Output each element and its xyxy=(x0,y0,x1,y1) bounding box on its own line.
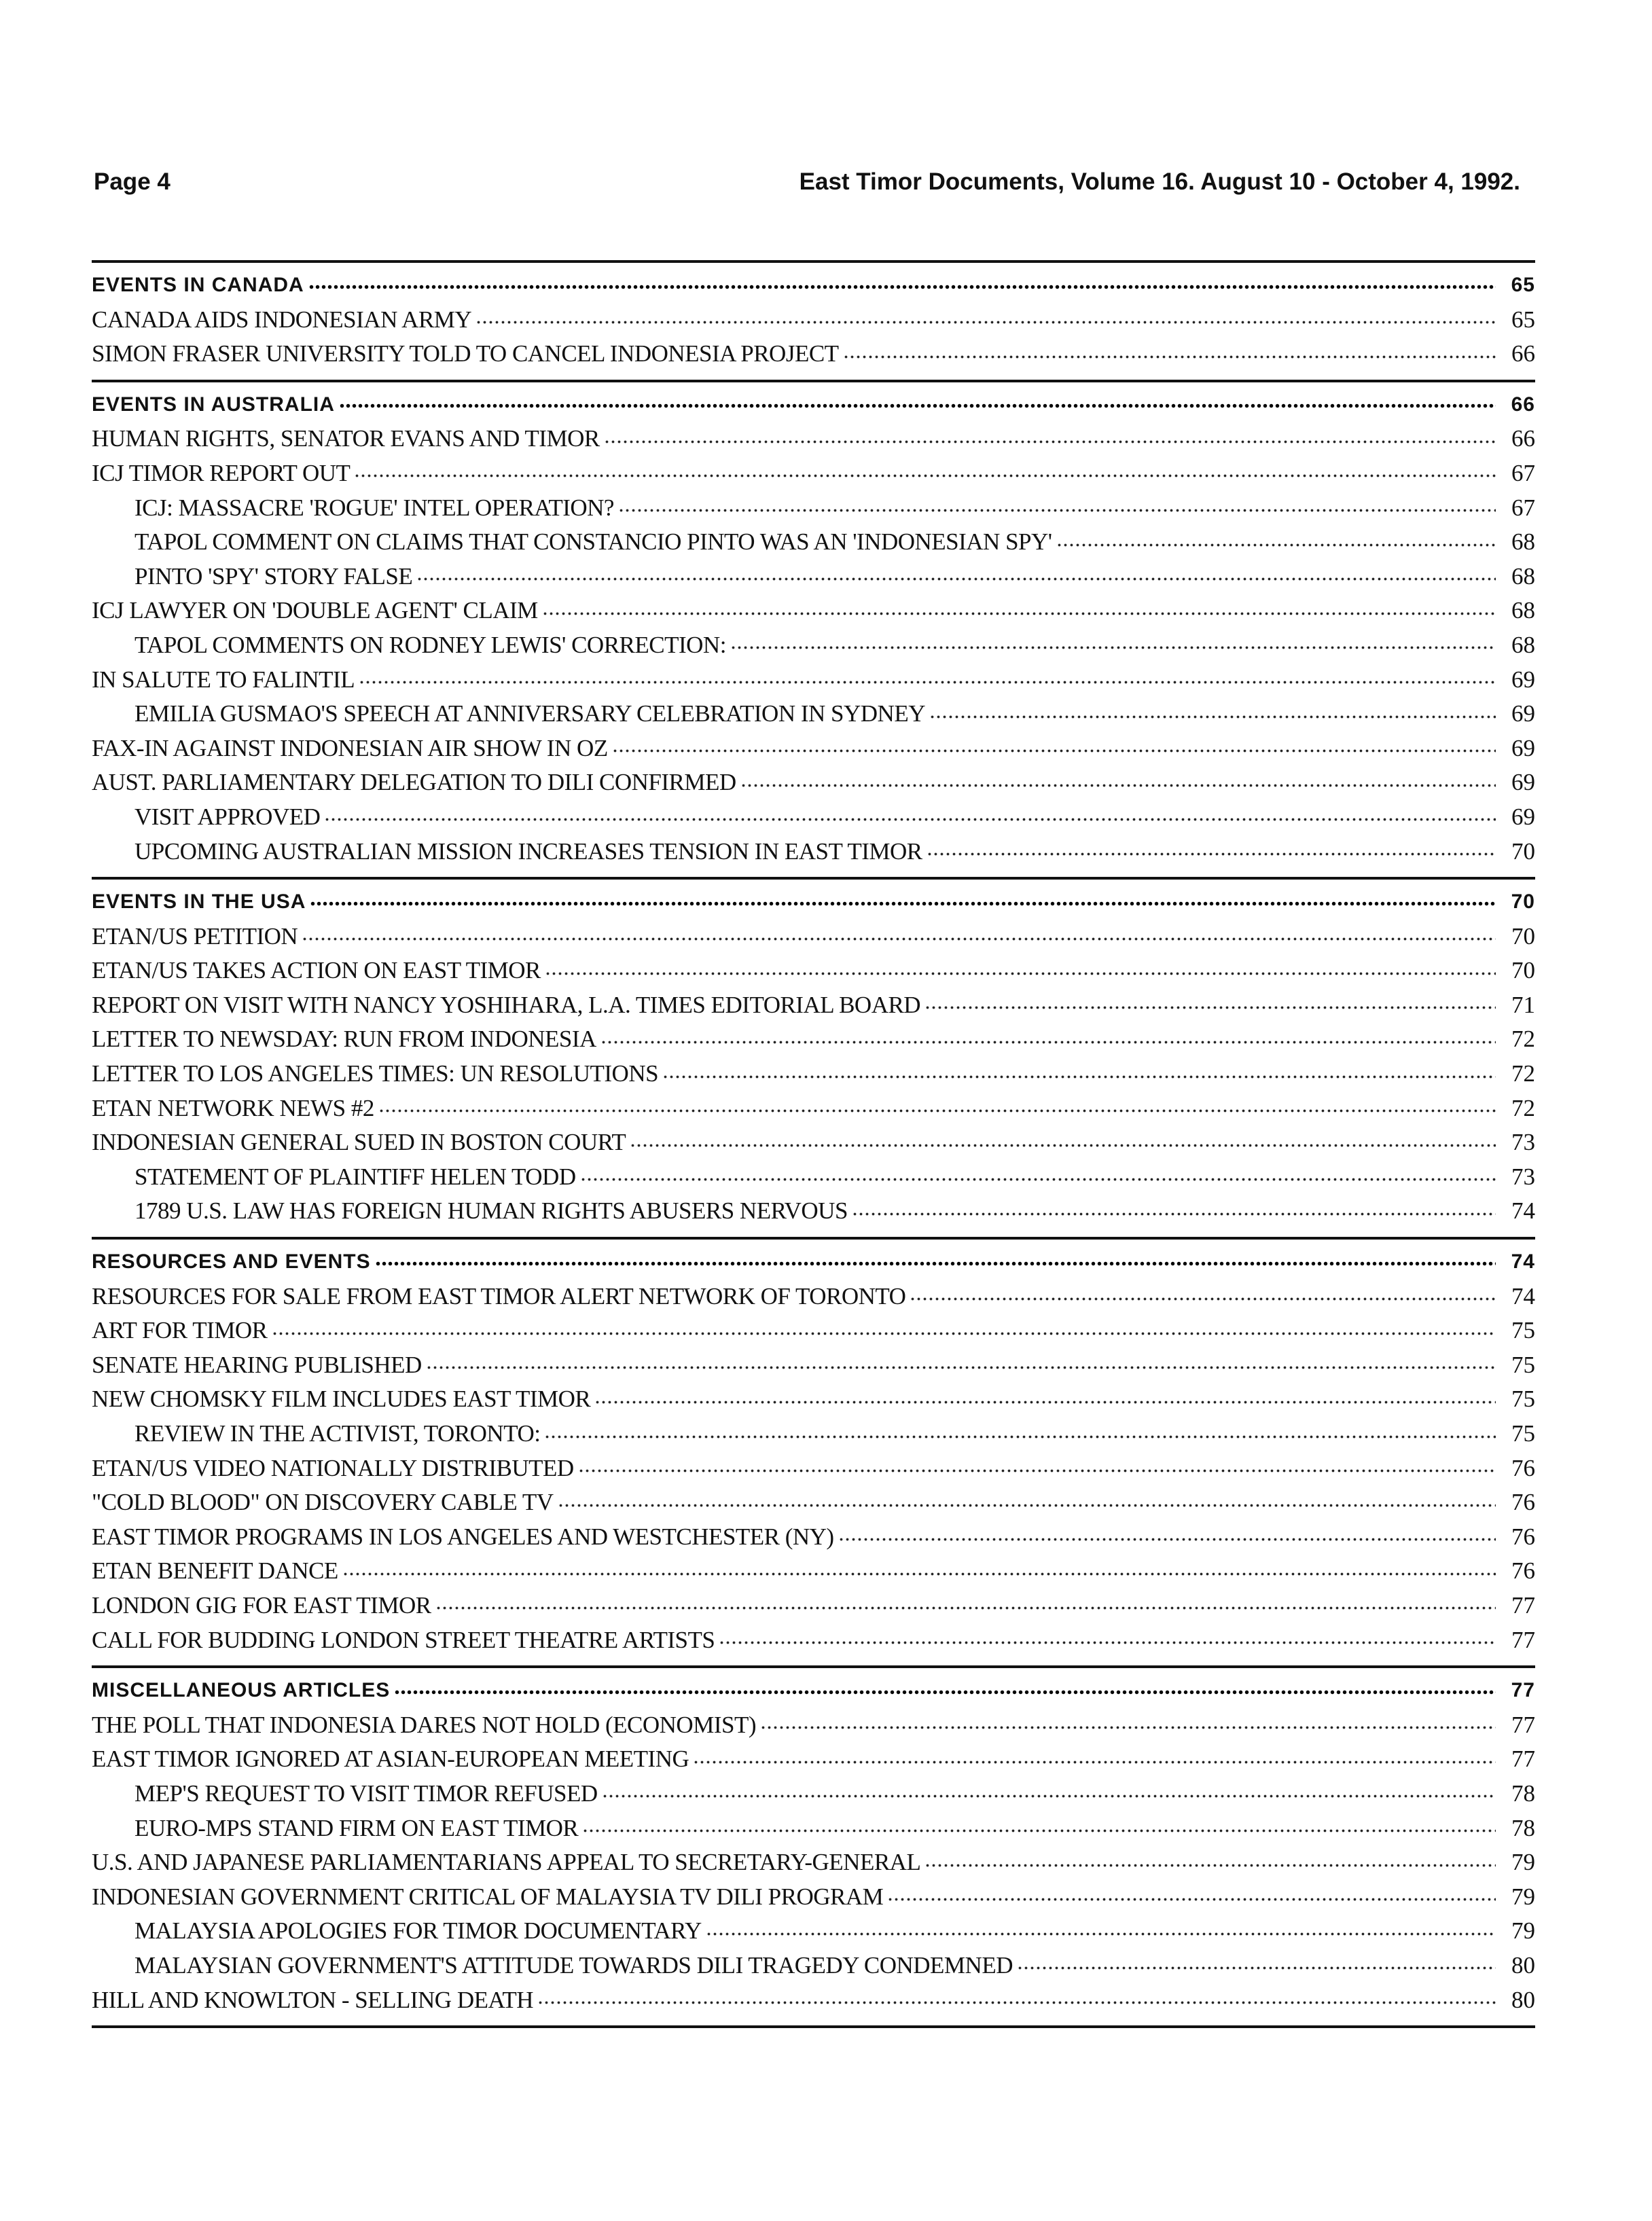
toc-entry-page: 68 xyxy=(1511,528,1535,556)
toc-entry xyxy=(92,525,1535,560)
toc-entry-page: 68 xyxy=(1511,631,1535,658)
section-heading-page: 70 xyxy=(1511,890,1535,914)
section-heading xyxy=(92,1245,1535,1280)
toc-entry-page: 71 xyxy=(1511,991,1535,1018)
toc-entry-page: 75 xyxy=(1511,1386,1535,1413)
toc-entry xyxy=(92,1554,1535,1589)
toc-entry xyxy=(92,1914,1535,1949)
dot-leader xyxy=(706,1930,1496,1937)
toc-entry-page: 69 xyxy=(1511,734,1535,761)
dot-leader xyxy=(578,1468,1496,1475)
toc-section xyxy=(92,877,1535,1237)
toc-entry xyxy=(92,1485,1535,1520)
dot-leader xyxy=(594,1398,1496,1405)
toc-entry-page: 76 xyxy=(1511,1557,1535,1585)
dot-leader xyxy=(929,713,1496,720)
toc-entry-title: ICJ: MASSACRE 'ROGUE' INTEL OPERATION? xyxy=(134,494,614,521)
toc-entry xyxy=(92,920,1535,954)
toc-entry xyxy=(92,560,1535,594)
toc-entry-title: LONDON GIG FOR EAST TIMOR xyxy=(92,1591,431,1619)
toc-entry xyxy=(92,697,1535,732)
toc-entry-page: 74 xyxy=(1511,1197,1535,1225)
section-heading-page: 65 xyxy=(1511,274,1535,296)
toc-entry-page: 72 xyxy=(1511,1094,1535,1121)
page-header xyxy=(94,168,1520,209)
dot-leader xyxy=(354,473,1496,480)
toc-entry-title: TAPOL COMMENTS ON RODNEY LEWIS' CORRECTION: xyxy=(134,631,726,658)
toc-entry-page: 66 xyxy=(1511,425,1535,452)
toc-entry-page: 66 xyxy=(1511,340,1535,367)
toc-entry-title: AUST. PARLIAMENTARY DELEGATION TO DILI CONFIRMED xyxy=(92,769,736,796)
toc-entry xyxy=(92,1623,1535,1658)
toc-entry-title: ETAN/US TAKES ACTION ON EAST TIMOR xyxy=(92,957,541,984)
toc-entry xyxy=(92,1777,1535,1811)
dot-leader xyxy=(618,507,1496,514)
toc-entry xyxy=(92,1280,1535,1314)
toc-entry-title: CANADA AIDS INDONESIAN ARMY xyxy=(92,306,472,333)
toc-entry-title: 1789 U.S. LAW HAS FOREIGN HUMAN RIGHTS ABUSERS NERVOUS xyxy=(134,1197,848,1225)
toc-entry xyxy=(92,1880,1535,1915)
toc-entry-page: 70 xyxy=(1511,837,1535,865)
toc-entry-title: LETTER TO LOS ANGELES TIMES: UN RESOLUTIONS xyxy=(92,1060,659,1087)
dot-leader xyxy=(612,748,1496,755)
toc-entry-title: SIMON FRASER UNIVERSITY TOLD TO CANCEL INDONESIA PROJECT xyxy=(92,340,839,367)
toc-entry xyxy=(92,1160,1535,1195)
dot-leader xyxy=(924,1862,1496,1868)
section-heading-page: 74 xyxy=(1511,1250,1535,1274)
dot-leader xyxy=(1056,541,1496,548)
toc-entry xyxy=(92,1091,1535,1126)
toc-entry-title: EMILIA GUSMAO'S SPEECH AT ANNIVERSARY CELEBRATION IN SYDNEY xyxy=(134,700,925,727)
dot-leader xyxy=(394,1689,1496,1695)
dot-leader xyxy=(359,679,1496,686)
section-heading-page: 77 xyxy=(1511,1679,1535,1702)
toc-entry-page: 77 xyxy=(1511,1626,1535,1653)
section-heading-page: 66 xyxy=(1511,393,1535,416)
dot-leader xyxy=(339,403,1496,410)
section-heading xyxy=(92,388,1535,422)
toc-entry-title: TAPOL COMMENT ON CLAIMS THAT CONSTANCIO PINTO WAS AN 'INDONESIAN SPY' xyxy=(134,528,1052,556)
toc-entry-title: EAST TIMOR PROGRAMS IN LOS ANGELES AND WESTCHESTER (NY) xyxy=(92,1523,834,1550)
toc-entry xyxy=(92,1451,1535,1486)
toc-entry-page: 79 xyxy=(1511,1917,1535,1945)
toc-entry-page: 78 xyxy=(1511,1814,1535,1841)
dot-leader xyxy=(604,438,1496,445)
dot-leader xyxy=(378,1108,1496,1115)
toc-entry-page: 79 xyxy=(1511,1849,1535,1876)
toc-entry xyxy=(92,491,1535,526)
toc-entry xyxy=(92,1811,1535,1846)
dot-leader xyxy=(342,1570,1496,1577)
toc-entry-page: 69 xyxy=(1511,666,1535,693)
toc-entry-title: ETAN/US VIDEO NATIONALLY DISTRIBUTED xyxy=(92,1454,574,1481)
dot-leader xyxy=(740,782,1496,789)
toc-entry-title: REPORT ON VISIT WITH NANCY YOSHIHARA, L.A. TIMES EDITORIAL BOARD xyxy=(92,991,921,1018)
dot-leader xyxy=(302,936,1496,943)
toc-entry xyxy=(92,1742,1535,1777)
toc-entry-title: EAST TIMOR IGNORED AT ASIAN-EUROPEAN MEETING xyxy=(92,1746,689,1773)
toc-entry-page: 73 xyxy=(1511,1163,1535,1190)
dot-leader xyxy=(416,576,1496,583)
dot-leader xyxy=(580,1176,1496,1183)
toc-entry-title: VISIT APPROVED xyxy=(134,803,321,830)
toc-entry-page: 68 xyxy=(1511,597,1535,624)
toc-entry xyxy=(92,1417,1535,1451)
toc-entry-page: 76 xyxy=(1511,1489,1535,1516)
toc-entry-title: LETTER TO NEWSDAY: RUN FROM INDONESIA xyxy=(92,1026,596,1053)
toc-entry-page: 79 xyxy=(1511,1883,1535,1910)
dot-leader xyxy=(558,1502,1496,1509)
toc-entry-title: IN SALUTE TO FALINTIL xyxy=(92,666,355,693)
dot-leader xyxy=(542,610,1496,617)
toc-entry-page: 75 xyxy=(1511,1351,1535,1378)
toc-entry xyxy=(92,765,1535,800)
toc-entry xyxy=(92,1520,1535,1555)
dot-leader xyxy=(693,1758,1496,1765)
toc-entry-title: "COLD BLOOD" ON DISCOVERY CABLE TV xyxy=(92,1489,554,1516)
dot-leader xyxy=(843,353,1496,360)
toc-entry-page: 75 xyxy=(1511,1420,1535,1447)
toc-entry xyxy=(92,732,1535,766)
toc-entry xyxy=(92,1708,1535,1743)
toc-entry-page: 77 xyxy=(1511,1746,1535,1773)
toc-entry xyxy=(92,337,1535,372)
toc-section xyxy=(92,1665,1535,2028)
dot-leader xyxy=(582,1828,1496,1835)
dot-leader xyxy=(272,1330,1496,1337)
toc-entry-title: STATEMENT OF PLAINTIFF HELEN TODD xyxy=(134,1163,576,1190)
dot-leader xyxy=(730,645,1496,651)
toc-entry-page: 76 xyxy=(1511,1523,1535,1550)
section-heading-title: RESOURCES AND EVENTS xyxy=(92,1250,371,1274)
toc-entry-page: 80 xyxy=(1511,1951,1535,1979)
toc-entry-title: ETAN BENEFIT DANCE xyxy=(92,1557,338,1585)
toc-entry-title: REVIEW IN THE ACTIVIST, TORONTO: xyxy=(134,1420,541,1447)
dot-leader xyxy=(852,1210,1496,1217)
dot-leader xyxy=(662,1073,1496,1080)
toc-entry xyxy=(92,1057,1535,1091)
dot-leader xyxy=(838,1536,1496,1543)
toc-entry-page: 65 xyxy=(1511,306,1535,333)
toc-entry-title: FAX-IN AGAINST INDONESIAN AIR SHOW IN OZ xyxy=(92,734,608,761)
toc-entry xyxy=(92,1949,1535,1983)
section-heading-title: EVENTS IN THE USA xyxy=(92,890,306,914)
dot-leader xyxy=(475,319,1496,326)
toc-entry-page: 67 xyxy=(1511,459,1535,486)
running-title: East Timor Documents, Volume 16. August 10 - October 4, 1992. xyxy=(799,168,1520,195)
dot-leader xyxy=(719,1640,1496,1646)
toc-entry-page: 76 xyxy=(1511,1454,1535,1481)
toc-entry-title: MALAYSIAN GOVERNMENT'S ATTITUDE TOWARDS DILI TRAGEDY CONDEMNED xyxy=(134,1951,1013,1979)
toc-entry-title: MALAYSIA APOLOGIES FOR TIMOR DOCUMENTARY xyxy=(134,1917,702,1945)
toc-entry-page: 73 xyxy=(1511,1129,1535,1156)
toc-entry xyxy=(92,456,1535,491)
toc-entry xyxy=(92,1125,1535,1160)
section-heading xyxy=(92,1674,1535,1708)
toc-entry-page: 69 xyxy=(1511,700,1535,727)
dot-leader xyxy=(760,1725,1496,1731)
toc-entry xyxy=(92,1845,1535,1880)
dot-leader xyxy=(630,1142,1496,1149)
dot-leader xyxy=(600,1039,1496,1045)
toc-entry-page: 75 xyxy=(1511,1317,1535,1344)
toc-entry-page: 77 xyxy=(1511,1711,1535,1738)
toc-entry-title: ICJ TIMOR REPORT OUT xyxy=(92,459,351,486)
toc-entry xyxy=(92,954,1535,988)
toc-entry xyxy=(92,800,1535,835)
toc-section xyxy=(92,260,1535,380)
toc-entry-title: ART FOR TIMOR xyxy=(92,1317,268,1344)
toc-section xyxy=(92,1237,1535,1665)
toc-entry-title: MEP'S REQUEST TO VISIT TIMOR REFUSED xyxy=(134,1780,598,1807)
toc-entry-title: THE POLL THAT INDONESIA DARES NOT HOLD (ECONOMIST) xyxy=(92,1711,756,1738)
toc-entry xyxy=(92,1983,1535,2018)
dot-leader xyxy=(308,283,1496,290)
dot-leader xyxy=(545,970,1496,977)
section-heading-title: EVENTS IN AUSTRALIA xyxy=(92,393,335,416)
toc-entry-title: CALL FOR BUDDING LONDON STREET THEATRE ARTISTS xyxy=(92,1626,715,1653)
toc-entry-title: RESOURCES FOR SALE FROM EAST TIMOR ALERT NETWORK OF TORONTO xyxy=(92,1282,906,1310)
toc-entry-page: 70 xyxy=(1511,957,1535,984)
toc-entry xyxy=(92,1348,1535,1383)
toc-entry-title: PINTO 'SPY' STORY FALSE xyxy=(134,562,413,590)
toc-entry-title: HUMAN RIGHTS, SENATOR EVANS AND TIMOR xyxy=(92,425,600,452)
page-number: Page 4 xyxy=(94,168,170,195)
toc-entry-title: ICJ LAWYER ON 'DOUBLE AGENT' CLAIM xyxy=(92,597,538,624)
toc-entry-title: NEW CHOMSKY FILM INCLUDES EAST TIMOR xyxy=(92,1386,591,1413)
dot-leader xyxy=(375,1260,1496,1267)
toc-entry-page: 67 xyxy=(1511,494,1535,521)
section-heading-title: MISCELLANEOUS ARTICLES xyxy=(92,1679,391,1702)
dot-leader xyxy=(435,1605,1496,1612)
toc-entry-page: 68 xyxy=(1511,562,1535,590)
toc-entry xyxy=(92,1314,1535,1348)
dot-leader xyxy=(537,2000,1496,2006)
dot-leader xyxy=(924,1005,1496,1011)
toc-entry-page: 78 xyxy=(1511,1780,1535,1807)
toc-entry-page: 69 xyxy=(1511,769,1535,796)
toc-entry-title: HILL AND KNOWLTON - SELLING DEATH xyxy=(92,1986,534,2013)
toc-entry-page: 72 xyxy=(1511,1026,1535,1053)
toc-entry-page: 72 xyxy=(1511,1060,1535,1087)
toc-section xyxy=(92,380,1535,877)
dot-leader xyxy=(602,1793,1496,1800)
dot-leader xyxy=(887,1896,1496,1903)
section-heading-title: EVENTS IN CANADA xyxy=(92,274,304,296)
toc-entry-page: 74 xyxy=(1511,1282,1535,1310)
toc-entry xyxy=(92,1022,1535,1057)
toc-entry-title: ETAN/US PETITION xyxy=(92,922,298,950)
toc-entry-page: 70 xyxy=(1511,922,1535,950)
toc-entry-title: ETAN NETWORK NEWS #2 xyxy=(92,1094,374,1121)
dot-leader xyxy=(544,1433,1496,1440)
dot-leader xyxy=(927,851,1496,858)
dot-leader xyxy=(310,900,1496,907)
section-heading xyxy=(92,268,1535,303)
toc-entry xyxy=(92,422,1535,456)
toc-entry xyxy=(92,1382,1535,1417)
toc-entry-title: SENATE HEARING PUBLISHED xyxy=(92,1351,422,1378)
dot-leader xyxy=(426,1365,1496,1371)
toc-entry-title: INDONESIAN GOVERNMENT CRITICAL OF MALAYSIA TV DILI PROGRAM xyxy=(92,1883,884,1910)
toc-entry-title: EURO-MPS STAND FIRM ON EAST TIMOR xyxy=(134,1814,579,1841)
toc-entry-title: U.S. AND JAPANESE PARLIAMENTARIANS APPEAL TO SECRETARY-GENERAL xyxy=(92,1849,921,1876)
toc-entry-page: 77 xyxy=(1511,1591,1535,1619)
toc-entry xyxy=(92,835,1535,869)
section-heading xyxy=(92,885,1535,920)
toc-entry xyxy=(92,594,1535,628)
toc-entry-title: UPCOMING AUSTRALIAN MISSION INCREASES TENSION IN EAST TIMOR xyxy=(134,837,922,865)
toc-entry xyxy=(92,1589,1535,1623)
toc-entry-page: 80 xyxy=(1511,1986,1535,2013)
toc-entry xyxy=(92,988,1535,1023)
toc-entry xyxy=(92,303,1535,338)
toc-entry-title: INDONESIAN GENERAL SUED IN BOSTON COURT xyxy=(92,1129,626,1156)
toc-entry xyxy=(92,1194,1535,1229)
dot-leader xyxy=(910,1296,1496,1303)
table-of-contents xyxy=(92,260,1535,2028)
dot-leader xyxy=(1017,1965,1496,1972)
dot-leader xyxy=(324,816,1496,823)
toc-entry xyxy=(92,628,1535,663)
toc-entry-page: 69 xyxy=(1511,803,1535,830)
toc-entry xyxy=(92,663,1535,698)
